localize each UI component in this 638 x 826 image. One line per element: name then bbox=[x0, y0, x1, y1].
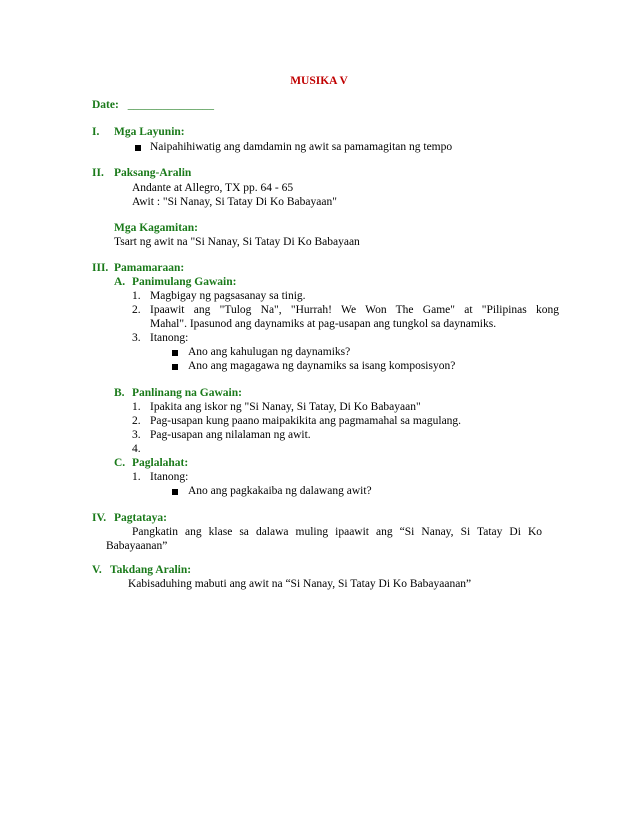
b-item-1: Ipakita ang iskor ng "Si Nanay, Si Tatay, Di Ko Babayaan" bbox=[150, 401, 421, 413]
c-item-1-number: 1. bbox=[132, 471, 141, 483]
section-1-heading: Mga Layunin: bbox=[114, 126, 185, 138]
square-bullet-icon bbox=[172, 364, 178, 370]
subsection-a-heading: Panimulang Gawain: bbox=[132, 276, 237, 288]
b-item-3: Pag-usapan ang nilalaman ng awit. bbox=[150, 429, 311, 441]
section-4-number: IV. bbox=[92, 512, 107, 524]
subsection-c-label: C. bbox=[114, 457, 126, 469]
document-title: MUSIKA V bbox=[290, 75, 348, 87]
section-2-line-2: Awit : "Si Nanay, Si Tatay Di Ko Babayaan" bbox=[132, 196, 337, 208]
section-5-heading: Takdang Aralin: bbox=[110, 564, 192, 576]
a-item-1: Magbigay ng pagsasanay sa tinig. bbox=[150, 290, 306, 302]
b-item-3-number: 3. bbox=[132, 429, 141, 441]
subsection-c-heading: Paglalahat: bbox=[132, 457, 189, 469]
square-bullet-icon bbox=[172, 350, 178, 356]
subsection-a-label: A. bbox=[114, 276, 126, 288]
section-2-number: II. bbox=[92, 167, 104, 179]
a-item-2-line-2: Mahal". Ipasunod ang daynamiks at pag-usapan ang tungkol sa daynamiks. bbox=[150, 318, 497, 330]
a-item-1-number: 1. bbox=[132, 290, 141, 302]
a-item-3-number: 3. bbox=[132, 332, 141, 344]
date-blank: _______________ bbox=[127, 99, 214, 111]
a-item-2-line-1: Ipaawit ang "Tulog Na", "Hurrah! We Won The Game" at "Pilipinas kong bbox=[150, 304, 559, 316]
section-5-line-1: Kabisaduhing mabuti ang awit na “Si Nanay, Si Tatay Di Ko Babayaanan” bbox=[128, 578, 472, 590]
a-question-2: Ano ang magagawa ng daynamiks sa isang komposisyon? bbox=[188, 360, 456, 372]
subsection-b-label: B. bbox=[114, 387, 125, 399]
section-2-heading: Paksang-Aralin bbox=[114, 167, 192, 179]
c-item-1: Itanong: bbox=[150, 471, 189, 483]
a-question-1: Ano ang kahulugan ng daynamiks? bbox=[188, 346, 351, 358]
date-line bbox=[92, 98, 214, 112]
b-item-2-number: 2. bbox=[132, 415, 141, 427]
b-item-1-number: 1. bbox=[132, 401, 141, 413]
date-label: Date: bbox=[92, 99, 119, 111]
section-4-heading: Pagtataya: bbox=[114, 512, 168, 524]
section-4-line-1: Pangkatin ang klase sa dalawa muling ipaawit ang “Si Nanay, Si Tatay Di Ko bbox=[132, 526, 542, 538]
materials-text: Tsart ng awit na "Si Nanay, Si Tatay Di Ko Babayaan bbox=[114, 236, 360, 248]
a-item-3: Itanong: bbox=[150, 332, 189, 344]
section-1-bullet: Naipahihiwatig ang damdamin ng awit sa pamamagitan ng tempo bbox=[150, 141, 453, 153]
section-1-number: I. bbox=[92, 126, 100, 138]
square-bullet-icon bbox=[135, 145, 141, 151]
subsection-b-heading: Panlinang na Gawain: bbox=[132, 387, 242, 399]
materials-heading: Mga Kagamitan: bbox=[114, 222, 199, 234]
a-item-2-number: 2. bbox=[132, 304, 141, 316]
section-3-heading: Pamamaraan: bbox=[114, 262, 185, 274]
section-3-number: III. bbox=[92, 262, 109, 274]
b-item-4-number: 4. bbox=[132, 443, 141, 455]
c-question-1: Ano ang pagkakaiba ng dalawang awit? bbox=[188, 485, 372, 497]
section-4-line-2: Babayaanan” bbox=[106, 540, 168, 552]
square-bullet-icon bbox=[172, 489, 178, 495]
section-5-number: V. bbox=[92, 564, 102, 576]
section-2-line-1: Andante at Allegro, TX pp. 64 - 65 bbox=[132, 182, 294, 194]
b-item-2: Pag-usapan kung paano maipakikita ang pagmamahal sa magulang. bbox=[150, 415, 462, 427]
